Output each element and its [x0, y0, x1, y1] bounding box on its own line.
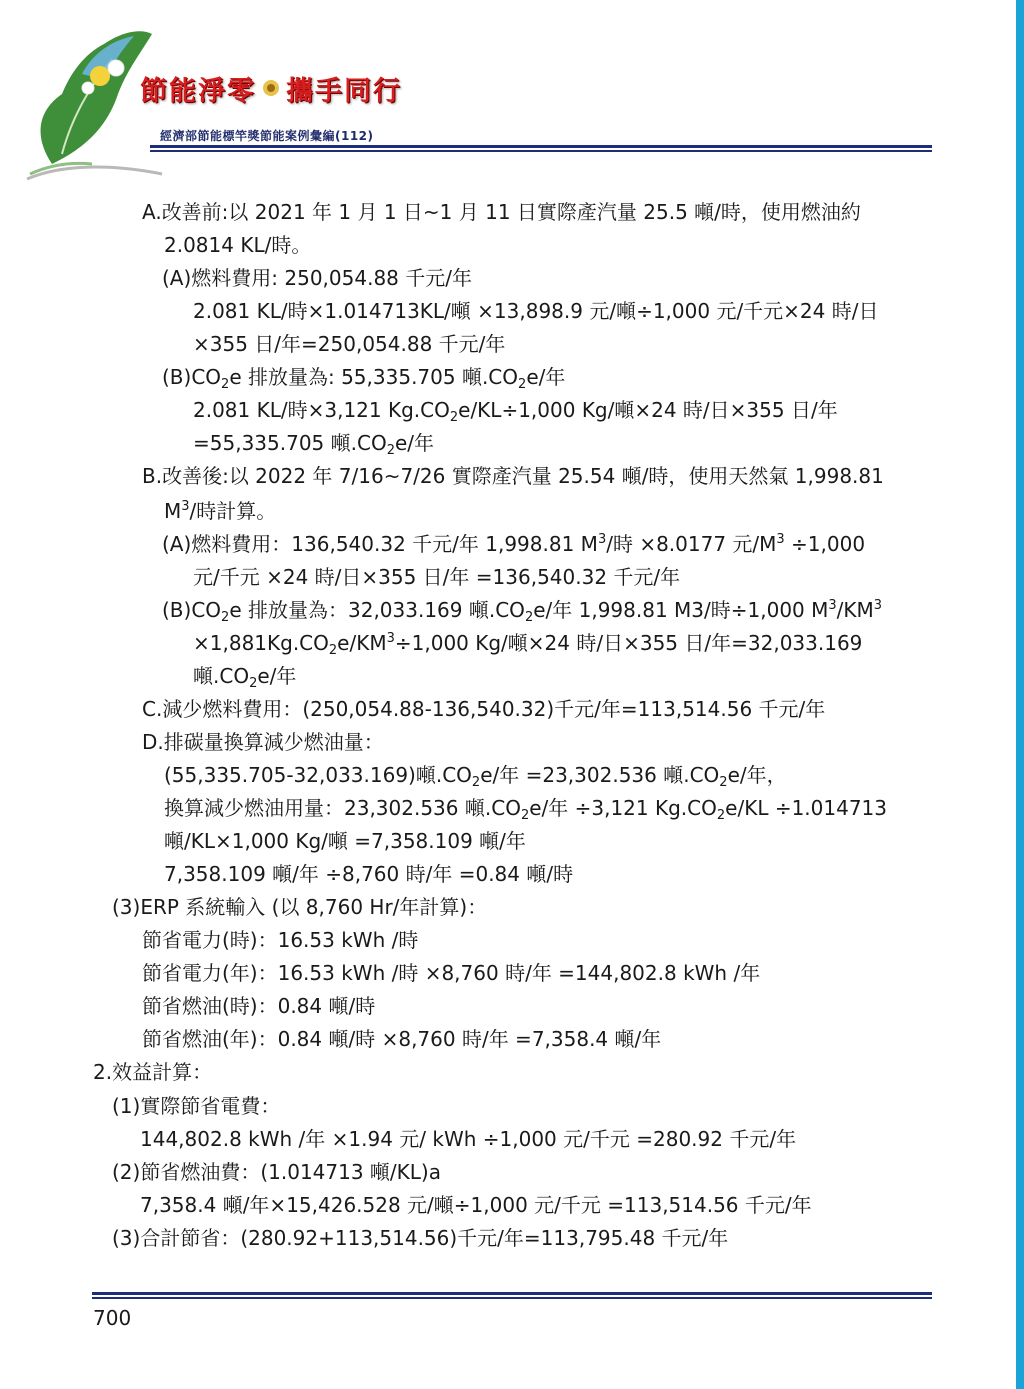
- text-line: (A)燃料費用：136,540.32 千元/年 1,998.81 $M^3/$時 ×8.0177 元$/M^3 \div 1,000$: [162, 532, 866, 556]
- text-line: (55,335.705-32,033.169)噸$.CO_2e/$年 =23,302.536 噸$.CO_2e/$年，: [164, 763, 787, 790]
- text-line: 2.效益計算：: [93, 1060, 213, 1084]
- text-line: $\times 1,881Kg.CO_2e/KM^3\div 1,000$ Kg/噸×24 時/日×355 日/年=32,033.169: [193, 631, 863, 658]
- brand-title-part1: 節能淨零: [140, 75, 256, 107]
- text-line: =55,335.705 噸$.CO_2e/$年: [193, 431, 435, 458]
- text-line: D.排碳量換算減少燃油量：: [142, 730, 384, 754]
- text-line: 2.081 KL/時×3,121 $Kg.CO_2e/KL\div 1,000$ Kg/噸×24 時/日×355 日/年: [193, 398, 838, 425]
- text-line: 節省電力(時)：16.53 kWh /時: [142, 928, 419, 952]
- text-line: 節省燃油(年)：0.84 噸/時 ×8,760 時/年 =7,358.4 噸/年: [142, 1027, 662, 1051]
- text-line: 節省電力(年)：16.53 kWh /時 ×8,760 時/年 =144,802.8 kWh /年: [142, 961, 761, 985]
- text-line: (3)ERP 系統輸入 (以 8,760 Hr/年計算)：: [112, 895, 488, 919]
- text-line: ×355 日/年=250,054.88 千元/年: [193, 332, 506, 356]
- text-line: 噸/KL×1,000 Kg/噸 =7,358.109 噸/年: [164, 829, 526, 853]
- header-divider: [150, 145, 932, 154]
- text-line: 節省燃油(時)：0.84 噸/時: [142, 994, 376, 1018]
- text-line: 2.0814 KL/時。: [164, 233, 312, 257]
- text-line: 7,358.4 噸/年×15,426.528 元/噸÷1,000 元/千元 =113,514.56 千元/年: [140, 1193, 812, 1217]
- text-line: (1)實際節省電費：: [112, 1094, 281, 1118]
- publication-subtitle: 經濟部節能標竿獎節能案例彙編(112): [160, 129, 374, 143]
- text-line: (3)合計節省：(280.92+113,514.56)千元/年=113,795.48 千元/年: [112, 1226, 729, 1250]
- footer-divider: [92, 1292, 932, 1301]
- text-line: 2.081 KL/時×1.014713KL/噸 ×13,898.9 元/噸÷1,000 元/千元×24 時/日: [193, 299, 879, 323]
- text-line: C.減少燃料費用：(250,054.88-136,540.32)千元/年=113,514.56 千元/年: [142, 697, 826, 721]
- text-line: $M^3/$時計算。: [164, 499, 277, 523]
- text-line: 噸$.CO_2e/$年: [193, 664, 297, 691]
- text-line: B.改善後:以 2022 年 7/16~7/26 實際產汽量 25.54 噸/時，使用天然氣 1,998.81: [142, 464, 884, 488]
- text-line: $(B)CO_2e$ 排放量為：32,033.169 噸$.CO_2e/$年 1,998.81 M3/時÷1,000 $M^3/KM^3$: [162, 598, 883, 625]
- brand-title: [140, 68, 402, 108]
- brand-title-part2: 攜手同行: [286, 75, 402, 107]
- text-line: 144,802.8 kWh /年 ×1.94 元/ kWh ÷1,000 元/千元 =280.92 千元/年: [140, 1127, 797, 1151]
- page-number: 700: [93, 1306, 132, 1330]
- page-edge-bar: [1016, 0, 1024, 1389]
- text-line: $(B)CO_2e$ 排放量為: 55,335.705 噸$.CO_2e/$年: [162, 365, 566, 392]
- text-line: 元/千元 ×24 時/日×355 日/年 =136,540.32 千元/年: [193, 565, 681, 589]
- text-line: (A)燃料費用: 250,054.88 千元/年: [162, 266, 472, 290]
- flower-icon: [262, 79, 280, 97]
- text-line: 7,358.109 噸/年 ÷8,760 時/年 =0.84 噸/時: [164, 862, 574, 886]
- text-line: A.改善前:以 2021 年 1 月 1 日~1 月 11 日實際產汽量 25.5 噸/時，使用燃油約: [142, 200, 861, 224]
- text-line: (2)節省燃油費：(1.014713 噸/KL)a: [112, 1160, 441, 1184]
- text-line: 換算減少燃油用量：23,302.536 噸$.CO_2e/$年 ÷3,121 $Kg.CO_2e/KL \div 1.014713$: [164, 796, 888, 823]
